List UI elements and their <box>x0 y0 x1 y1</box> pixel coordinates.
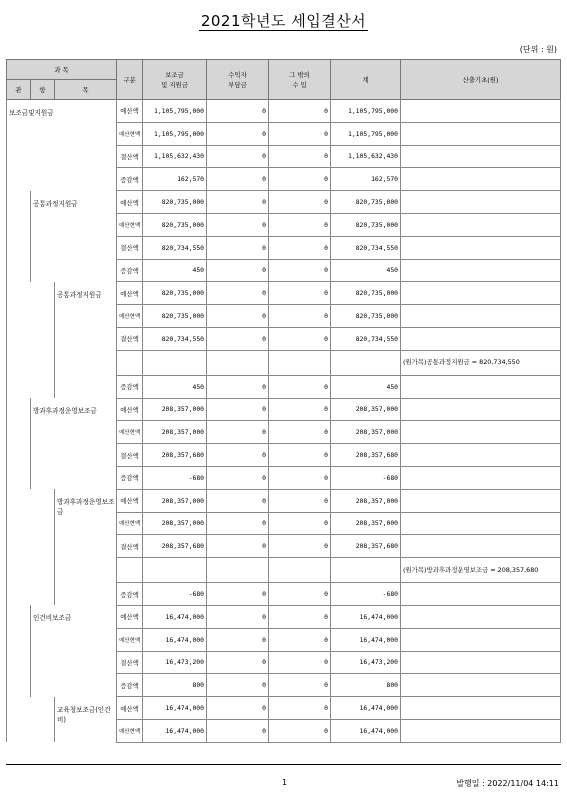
cell-gubun: 예산액 <box>117 489 143 512</box>
cell-basis <box>401 512 561 535</box>
cell-subsidy <box>143 558 207 583</box>
cell-beneficiary: 0 <box>207 122 269 145</box>
indent-spacer <box>7 605 31 696</box>
cell-total: 820,734,550 <box>331 236 401 259</box>
cell-other: 0 <box>269 213 331 236</box>
cell-beneficiary: 0 <box>207 489 269 512</box>
cell-subsidy: 450 <box>143 375 207 398</box>
cell-subsidy: 16,474,000 <box>143 697 207 720</box>
cell-beneficiary: 0 <box>207 168 269 191</box>
cell-subsidy: 800 <box>143 674 207 697</box>
table-row <box>7 489 561 512</box>
cell-other: 0 <box>269 719 331 742</box>
cell-total: 450 <box>331 375 401 398</box>
indent-spacer <box>7 489 55 605</box>
cell-gubun: 예산현액 <box>117 122 143 145</box>
cell-other <box>269 350 331 375</box>
cell-basis <box>401 145 561 168</box>
cell-basis <box>401 651 561 674</box>
cell-gubun: 증감액 <box>117 674 143 697</box>
cell-other: 0 <box>269 444 331 467</box>
cell-other: 0 <box>269 282 331 305</box>
cell-basis <box>401 583 561 606</box>
cell-beneficiary: 0 <box>207 628 269 651</box>
cell-beneficiary <box>207 350 269 375</box>
cell-beneficiary: 0 <box>207 145 269 168</box>
cell-gubun: 증감액 <box>117 375 143 398</box>
cell-other: 0 <box>269 375 331 398</box>
cell-gubun: 예산현액 <box>117 305 143 328</box>
cell-other: 0 <box>269 145 331 168</box>
cell-subsidy: 208,357,680 <box>143 535 207 558</box>
cell-subsidy: 820,734,550 <box>143 236 207 259</box>
cell-beneficiary: 0 <box>207 213 269 236</box>
cell-basis <box>401 605 561 628</box>
cell-beneficiary: 0 <box>207 583 269 606</box>
cell-beneficiary: 0 <box>207 512 269 535</box>
cell-gubun <box>117 350 143 375</box>
cell-basis <box>401 628 561 651</box>
cell-subsidy: -680 <box>143 583 207 606</box>
header-beneficiary: 수익자 부담금 <box>207 60 269 100</box>
cell-beneficiary: 0 <box>207 466 269 489</box>
cell-gubun: 예산액 <box>117 697 143 720</box>
cell-basis <box>401 305 561 328</box>
cell-beneficiary <box>207 558 269 583</box>
cell-other: 0 <box>269 512 331 535</box>
table-row <box>7 191 561 214</box>
cell-gubun: 증감액 <box>117 259 143 282</box>
document-title: 2021학년도 세입결산서 <box>200 12 367 30</box>
cell-subsidy: 208,357,000 <box>143 512 207 535</box>
table-row <box>7 282 561 305</box>
cell-gubun: 결산액 <box>117 535 143 558</box>
cell-gubun: 예산현액 <box>117 719 143 742</box>
cell-gubun: 증감액 <box>117 583 143 606</box>
indent-spacer <box>7 398 31 489</box>
settlement-table <box>6 59 561 743</box>
cell-total: 208,357,680 <box>331 444 401 467</box>
table-row <box>7 605 561 628</box>
cell-basis: (원가목)방과후과정운영보조금 = 208,357,680 <box>401 558 561 583</box>
header-hang: 항 <box>31 80 55 100</box>
header-gwan: 관 <box>7 80 31 100</box>
cell-other: 0 <box>269 236 331 259</box>
cell-beneficiary: 0 <box>207 100 269 123</box>
cell-beneficiary: 0 <box>207 651 269 674</box>
footer-rule <box>6 764 561 765</box>
cell-other: 0 <box>269 583 331 606</box>
cell-total: 820,735,000 <box>331 191 401 214</box>
cell-beneficiary: 0 <box>207 305 269 328</box>
cell-total: 800 <box>331 674 401 697</box>
table-row <box>7 100 561 123</box>
cell-total: 208,357,000 <box>331 421 401 444</box>
cell-basis <box>401 327 561 350</box>
cell-other: 0 <box>269 122 331 145</box>
cell-other: 0 <box>269 489 331 512</box>
cell-subsidy: 16,473,200 <box>143 651 207 674</box>
cell-gubun: 증감액 <box>117 168 143 191</box>
cell-subsidy: 16,474,000 <box>143 628 207 651</box>
header-mok: 목 <box>55 80 117 100</box>
header-subsidy: 보조금 및 지원금 <box>143 60 207 100</box>
cell-total: 820,735,000 <box>331 282 401 305</box>
account-name: 보조금및지원금 <box>7 100 117 191</box>
cell-total <box>331 350 401 375</box>
cell-gubun: 결산액 <box>117 327 143 350</box>
cell-gubun: 결산액 <box>117 145 143 168</box>
indent-spacer <box>7 282 55 398</box>
cell-basis <box>401 489 561 512</box>
account-name: 방과후과정운영보조금 <box>31 398 117 489</box>
indent-spacer <box>7 697 55 743</box>
cell-beneficiary: 0 <box>207 421 269 444</box>
cell-gubun: 증감액 <box>117 466 143 489</box>
cell-subsidy: 1,105,632,430 <box>143 145 207 168</box>
cell-gubun: 예산현액 <box>117 213 143 236</box>
cell-basis <box>401 213 561 236</box>
cell-total: 1,105,795,000 <box>331 122 401 145</box>
cell-gubun: 예산액 <box>117 191 143 214</box>
cell-beneficiary: 0 <box>207 535 269 558</box>
cell-total: 16,474,000 <box>331 697 401 720</box>
cell-total: 16,474,000 <box>331 605 401 628</box>
cell-other: 0 <box>269 305 331 328</box>
account-name: 인건비보조금 <box>31 605 117 696</box>
cell-basis <box>401 168 561 191</box>
cell-gubun: 예산액 <box>117 398 143 421</box>
cell-other: 0 <box>269 100 331 123</box>
cell-total: 208,357,000 <box>331 512 401 535</box>
cell-total: 1,105,795,000 <box>331 100 401 123</box>
cell-total: 820,735,000 <box>331 213 401 236</box>
cell-gubun: 결산액 <box>117 444 143 467</box>
table-row <box>7 398 561 421</box>
cell-beneficiary: 0 <box>207 605 269 628</box>
cell-other: 0 <box>269 697 331 720</box>
cell-basis <box>401 421 561 444</box>
table-row <box>7 697 561 720</box>
cell-subsidy: -680 <box>143 466 207 489</box>
cell-other: 0 <box>269 259 331 282</box>
cell-subsidy: 162,570 <box>143 168 207 191</box>
cell-subsidy: 208,357,000 <box>143 489 207 512</box>
cell-basis <box>401 719 561 742</box>
cell-basis <box>401 444 561 467</box>
cell-basis <box>401 122 561 145</box>
cell-subsidy: 16,474,000 <box>143 605 207 628</box>
header-other: 그 밖의 수 입 <box>269 60 331 100</box>
cell-total: 16,474,000 <box>331 719 401 742</box>
cell-total: 162,570 <box>331 168 401 191</box>
cell-total: 820,735,000 <box>331 305 401 328</box>
cell-basis <box>401 674 561 697</box>
cell-basis <box>401 100 561 123</box>
cell-other: 0 <box>269 398 331 421</box>
cell-gubun: 결산액 <box>117 236 143 259</box>
cell-beneficiary: 0 <box>207 719 269 742</box>
cell-other: 0 <box>269 605 331 628</box>
cell-other <box>269 558 331 583</box>
cell-gubun: 예산현액 <box>117 512 143 535</box>
cell-beneficiary: 0 <box>207 697 269 720</box>
cell-basis <box>401 375 561 398</box>
cell-gubun: 예산현액 <box>117 421 143 444</box>
cell-other: 0 <box>269 191 331 214</box>
account-name: 공통과정지원금 <box>55 282 117 398</box>
account-name: 공통과정지원금 <box>31 191 117 282</box>
cell-gubun: 예산현액 <box>117 628 143 651</box>
cell-subsidy: 820,734,550 <box>143 327 207 350</box>
cell-total: 1,105,632,430 <box>331 145 401 168</box>
cell-beneficiary: 0 <box>207 282 269 305</box>
cell-other: 0 <box>269 535 331 558</box>
cell-gubun: 예산액 <box>117 282 143 305</box>
cell-subsidy: 820,735,000 <box>143 213 207 236</box>
cell-total <box>331 558 401 583</box>
cell-basis <box>401 282 561 305</box>
header-gwamok: 과 목 <box>7 60 117 80</box>
header-total: 계 <box>331 60 401 100</box>
cell-beneficiary: 0 <box>207 327 269 350</box>
cell-gubun: 예산액 <box>117 100 143 123</box>
cell-basis <box>401 191 561 214</box>
cell-beneficiary: 0 <box>207 398 269 421</box>
cell-total: -680 <box>331 466 401 489</box>
cell-other: 0 <box>269 421 331 444</box>
cell-subsidy: 16,474,000 <box>143 719 207 742</box>
cell-total: 450 <box>331 259 401 282</box>
cell-subsidy: 820,735,000 <box>143 305 207 328</box>
cell-beneficiary: 0 <box>207 375 269 398</box>
cell-basis <box>401 535 561 558</box>
cell-gubun <box>117 558 143 583</box>
cell-total: 208,357,680 <box>331 535 401 558</box>
cell-basis <box>401 697 561 720</box>
cell-subsidy: 208,357,000 <box>143 421 207 444</box>
header-gubun: 구분 <box>117 60 143 100</box>
cell-total: 16,474,000 <box>331 628 401 651</box>
cell-subsidy: 450 <box>143 259 207 282</box>
cell-total: 208,357,000 <box>331 398 401 421</box>
cell-other: 0 <box>269 651 331 674</box>
cell-gubun: 결산액 <box>117 651 143 674</box>
cell-subsidy <box>143 350 207 375</box>
cell-basis: (원가목)공통과정지원금 = 820,734,550 <box>401 350 561 375</box>
cell-beneficiary: 0 <box>207 444 269 467</box>
cell-subsidy: 820,735,000 <box>143 191 207 214</box>
issued-date: 발행일 : 2022/11/04 14:11 <box>456 779 559 788</box>
account-name: 교육청보조금(인건비) <box>55 697 117 743</box>
cell-subsidy: 820,735,000 <box>143 282 207 305</box>
cell-other: 0 <box>269 628 331 651</box>
cell-other: 0 <box>269 327 331 350</box>
cell-beneficiary: 0 <box>207 191 269 214</box>
cell-beneficiary: 0 <box>207 674 269 697</box>
cell-subsidy: 208,357,680 <box>143 444 207 467</box>
account-name: 방과후과정운영보조금 <box>55 489 117 605</box>
cell-basis <box>401 398 561 421</box>
cell-other: 0 <box>269 466 331 489</box>
cell-basis <box>401 466 561 489</box>
cell-other: 0 <box>269 674 331 697</box>
cell-total: 820,734,550 <box>331 327 401 350</box>
indent-spacer <box>7 191 31 282</box>
cell-total: 208,357,000 <box>331 489 401 512</box>
cell-gubun: 예산액 <box>117 605 143 628</box>
cell-basis <box>401 236 561 259</box>
header-basis: 산출기초(원) <box>401 60 561 100</box>
cell-subsidy: 1,105,795,000 <box>143 100 207 123</box>
cell-beneficiary: 0 <box>207 236 269 259</box>
unit-label: (단위 : 원) <box>519 45 557 54</box>
cell-other: 0 <box>269 168 331 191</box>
cell-basis <box>401 259 561 282</box>
cell-beneficiary: 0 <box>207 259 269 282</box>
cell-subsidy: 1,105,795,000 <box>143 122 207 145</box>
cell-total: -680 <box>331 583 401 606</box>
cell-subsidy: 208,357,000 <box>143 398 207 421</box>
cell-total: 16,473,200 <box>331 651 401 674</box>
page-number: 1 <box>282 778 288 787</box>
